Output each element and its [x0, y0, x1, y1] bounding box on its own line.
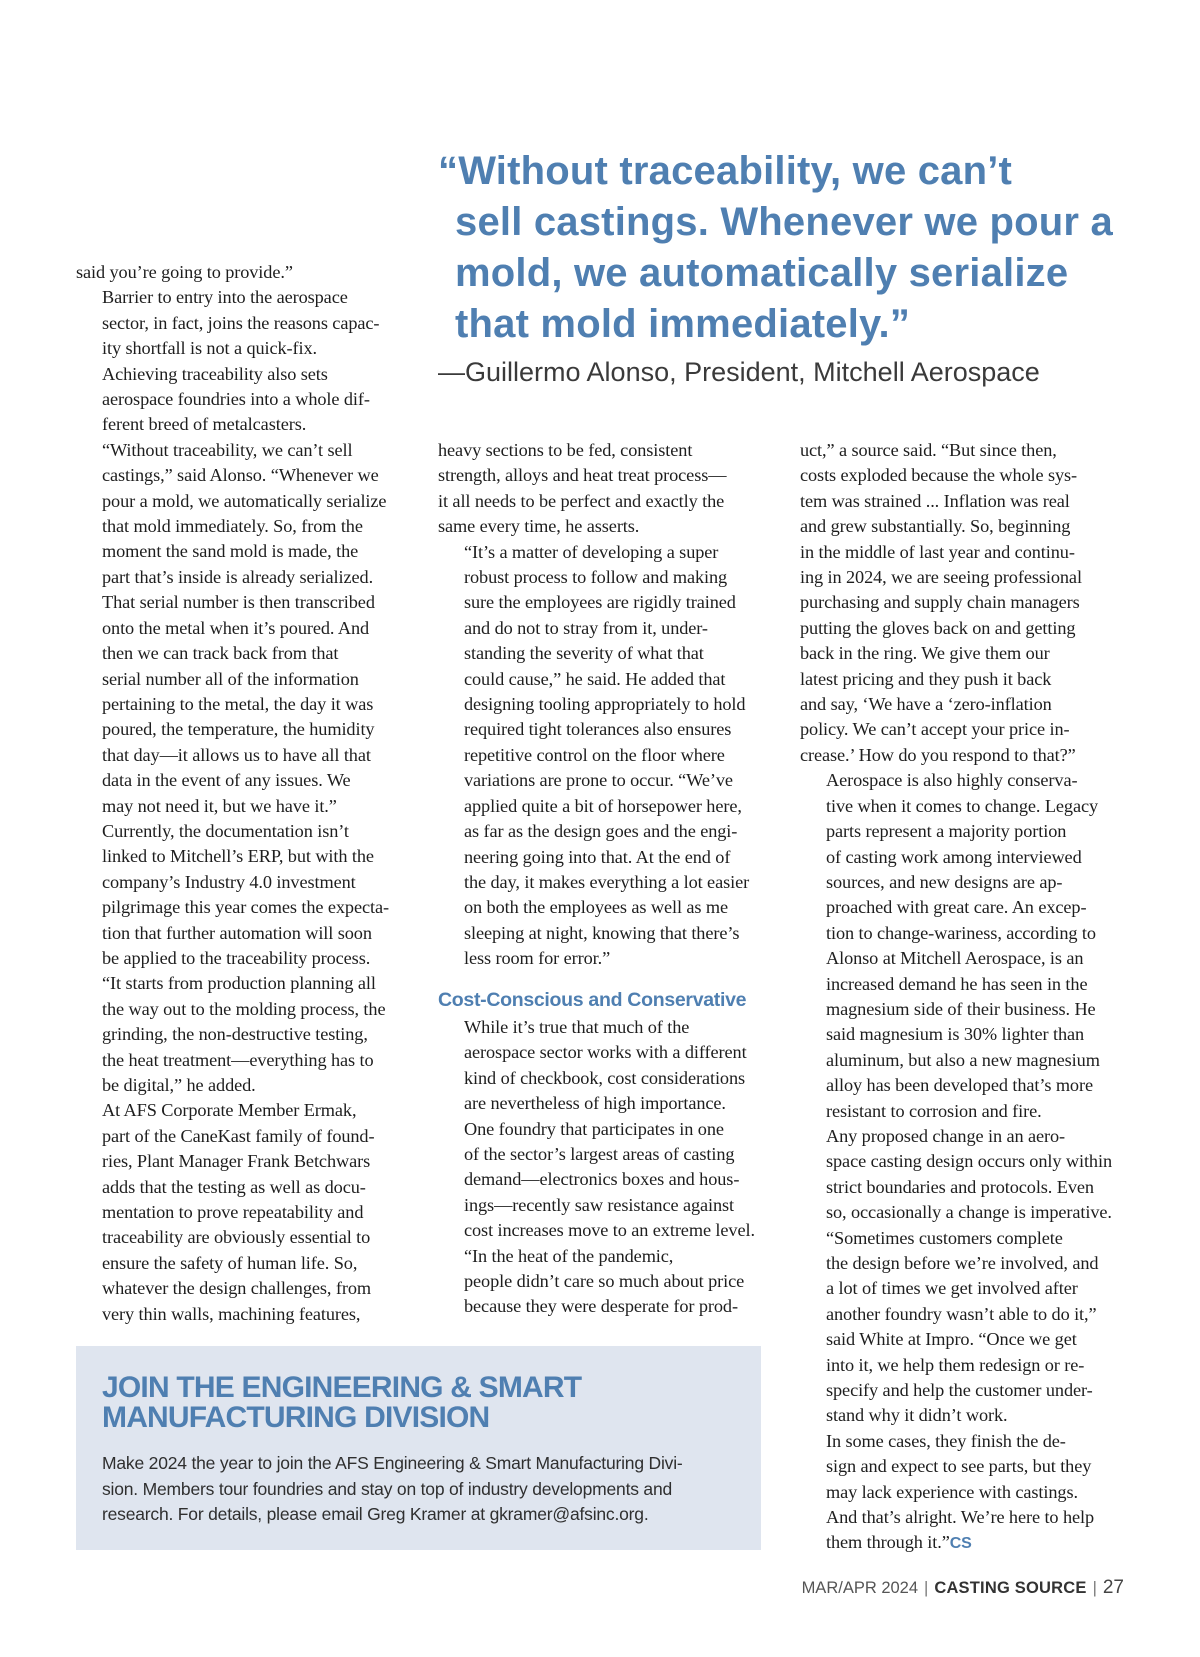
paragraph: [76, 285, 406, 361]
text-line: Aerospace is also highly conserva-: [826, 770, 1078, 791]
text-line: mentation to prove repeatability and: [102, 1202, 364, 1223]
text-line: the day, it makes everything a lot easier: [464, 871, 750, 892]
text-line: Any proposed change in an aero-: [826, 1125, 1066, 1146]
text-line: Achieving traceability also sets: [102, 363, 328, 384]
text-line: tem was strained ... Inflation was real: [800, 490, 1070, 511]
text-fragment: them through it.”: [826, 1532, 950, 1553]
text-line: said White at Impro. “Once we get: [826, 1329, 1077, 1350]
text-line: ferent breed of metalcasters.: [102, 414, 307, 435]
text-line: strength, alloys and heat treat process—: [438, 465, 727, 486]
text-line: aerospace foundries into a whole dif-: [102, 389, 370, 410]
text-line: may not need it, but we have it.”: [102, 795, 337, 816]
paragraph: [800, 1226, 1130, 1429]
text-line: Barrier to entry into the aerospace: [102, 287, 348, 308]
text-line: people didn’t care so much about price: [464, 1271, 745, 1291]
text-line: pour a mold, we automatically serialize: [102, 490, 387, 511]
text-line: ings—recently saw resistance against: [464, 1194, 735, 1215]
text-line: cost increases move to an extreme level.: [464, 1220, 755, 1241]
text-line: stand why it didn’t work.: [826, 1405, 1008, 1426]
pull-quote-line: mold, we automatically serialize: [455, 251, 1069, 295]
text-line: the way out to the molding process, the: [102, 998, 386, 1019]
text-line: designing tooling appropriately to hold: [464, 694, 746, 715]
text-line: the design before we’re involved, and: [826, 1253, 1099, 1273]
text-line: pilgrimage this year comes the expecta-: [102, 897, 389, 918]
text-line: resistant to corrosion and fire.: [826, 1100, 1042, 1121]
text-line: neering going into that. At the end of: [464, 846, 731, 867]
text-line: At AFS Corporate Member Ermak,: [102, 1100, 357, 1121]
text-line: said magnesium is 30% lighter than: [826, 1024, 1085, 1045]
text-line: castings,” said Alonso. “Whenever we: [102, 465, 379, 486]
text-line: said you’re going to provide.”: [76, 262, 293, 282]
paragraph: [76, 819, 406, 1098]
text-line: standing the severity of what that: [464, 643, 704, 664]
text-line: kind of checkbook, cost considerations: [464, 1067, 746, 1088]
text-line: increased demand he has seen in the: [826, 973, 1088, 994]
text-line: tive when it comes to change. Legacy: [826, 795, 1099, 816]
text-line: be applied to the traceability process.: [102, 947, 371, 968]
text-line: variations are prone to occur. “We’ve: [464, 770, 733, 791]
paragraph: [76, 362, 406, 438]
text-line: [800, 1530, 1130, 1556]
text-line: demand—electronics boxes and hous-: [464, 1169, 740, 1190]
text-line: in the middle of last year and continu-: [800, 541, 1075, 562]
text-line: Alonso at Mitchell Aerospace, is an: [826, 948, 1084, 969]
text-line: and say, ‘We have a ‘zero-inflation: [800, 694, 1052, 715]
paragraph: [800, 438, 1130, 768]
join-division-sidebar: [76, 1346, 761, 1550]
pull-quote-line: sell castings. Whenever we pour a: [455, 200, 1113, 244]
magazine-name: CASTING SOURCE: [934, 1579, 1087, 1597]
text-line: applied quite a bit of horsepower here,: [464, 795, 742, 816]
article-column-3: [800, 438, 1130, 1557]
section-subhead: Cost-Conscious and Conservative: [438, 988, 747, 1011]
text-line: then we can track back from that: [102, 643, 339, 664]
text-line: sources, and new designs are ap-: [826, 871, 1063, 892]
text-line: that mold immediately. So, from the: [102, 516, 363, 537]
paragraph: [76, 1098, 406, 1327]
paragraph: [76, 438, 406, 819]
text-line: ity shortfall is not a quick-fix.: [102, 338, 318, 359]
text-line: data in the event of any issues. We: [102, 770, 351, 791]
text-line: sure the employees are rigidly trained: [464, 592, 736, 613]
paragraph: [438, 438, 768, 540]
text-line: moment the sand mold is made, the: [102, 541, 359, 562]
text-line: linked to Mitchell’s ERP, but with the: [102, 846, 374, 867]
text-line: Currently, the documentation isn’t: [102, 820, 349, 841]
text-line: sign and expect to see parts, but they: [826, 1456, 1092, 1477]
sidebar-body-line: research. For details, please email Greg Kramer at gkramer@afsinc.org.: [102, 1504, 649, 1524]
text-line: One foundry that participates in one: [464, 1118, 724, 1139]
text-line: part that’s inside is already serialized.: [102, 566, 374, 587]
text-line: ing in 2024, we are seeing professional: [800, 567, 1082, 588]
sidebar-body: [102, 1451, 735, 1528]
text-line: company’s Industry 4.0 investment: [102, 871, 356, 892]
sidebar-title-line: JOIN THE ENGINEERING & SMART: [102, 1371, 582, 1404]
text-line: uct,” a source said. “But since then,: [800, 440, 1057, 460]
text-line: space casting design occurs only within: [826, 1151, 1112, 1172]
paragraph: [800, 1429, 1130, 1557]
text-line: less room for error.”: [464, 948, 611, 969]
text-line: back in the ring. We give them our: [800, 643, 1050, 664]
paragraph: [76, 260, 406, 285]
text-line: putting the gloves back on and getting: [800, 617, 1076, 638]
text-line: are nevertheless of high importance.: [464, 1093, 726, 1114]
text-line: alloy has been developed that’s more: [826, 1075, 1093, 1096]
paragraph: [800, 768, 1130, 1124]
text-line: part of the CaneKast family of found-: [102, 1125, 375, 1146]
sidebar-title-line: MANUFACTURING DIVISION: [102, 1401, 490, 1434]
text-line: And that’s alright. We’re here to help: [826, 1507, 1095, 1528]
text-line: could cause,” he said. He added that: [464, 668, 726, 689]
text-line: and grew substantially. So, beginning: [800, 516, 1071, 537]
text-line: “It starts from production planning all: [102, 973, 376, 994]
end-of-article-mark: CS: [949, 1535, 972, 1553]
text-line: whatever the design challenges, from: [102, 1278, 371, 1299]
pull-quote-line: that mold immediately.”: [455, 302, 911, 346]
text-line: so, occasionally a change is imperative.: [826, 1202, 1112, 1223]
text-line: purchasing and supply chain managers: [800, 592, 1080, 613]
text-line: latest pricing and they push it back: [800, 668, 1052, 689]
text-line: as far as the design goes and the engi-: [464, 821, 738, 842]
text-line: magnesium side of their business. He: [826, 998, 1096, 1019]
text-line: traceability are obviously essential to: [102, 1227, 371, 1248]
text-line: of casting work among interviewed: [826, 846, 1082, 867]
text-line: repetitive control on the floor where: [464, 744, 725, 765]
sidebar-title: [102, 1373, 735, 1433]
text-line: poured, the temperature, the humidity: [102, 719, 375, 740]
paragraph: [438, 1015, 768, 1244]
paragraph: [438, 1244, 768, 1320]
text-line: serial number all of the information: [102, 668, 359, 689]
text-line: costs exploded because the whole sys-: [800, 465, 1078, 486]
text-line: the heat treatment—everything has to: [102, 1049, 374, 1070]
text-line: a lot of times we get involved after: [826, 1278, 1078, 1299]
pull-quote-attribution: —Guillermo Alonso, President, Mitchell Aerospace: [438, 357, 1040, 387]
text-line: sector, in fact, joins the reasons capac-: [102, 312, 380, 333]
text-line: sleeping at night, knowing that there’s: [464, 922, 740, 943]
page-number: 27: [1102, 1577, 1124, 1598]
text-line: it all needs to be perfect and exactly the: [438, 490, 725, 511]
article-column-1: [76, 260, 406, 1327]
text-line: While it’s true that much of the: [464, 1016, 690, 1037]
text-line: into it, we help them redesign or re-: [826, 1354, 1085, 1375]
text-line: pertaining to the metal, the day it was: [102, 693, 374, 714]
sidebar-body-line: sion. Members tour foundries and stay on top of industry developments and: [102, 1478, 673, 1499]
text-line: adds that the testing as well as docu-: [102, 1176, 366, 1197]
text-line: onto the metal when it’s poured. And: [102, 617, 370, 638]
pull-quote-line: “Without traceability, we can’t: [438, 149, 1013, 193]
text-line: on both the employees as well as me: [464, 897, 729, 918]
text-line: strict boundaries and protocols. Even: [826, 1176, 1094, 1197]
text-line: may lack experience with castings.: [826, 1481, 1078, 1502]
article-column-2: [438, 438, 768, 1320]
text-line: “Sometimes customers complete: [826, 1227, 1063, 1248]
text-line: parts represent a majority portion: [826, 821, 1067, 842]
text-line: “Without traceability, we can’t sell: [102, 439, 353, 460]
text-line: ries, Plant Manager Frank Betchwars: [102, 1151, 371, 1172]
text-line: same every time, he asserts.: [438, 516, 640, 537]
text-line: another foundry wasn’t able to do it,”: [826, 1303, 1097, 1324]
sidebar-body-line: Make 2024 the year to join the AFS Engineering & Smart Manufacturing Divi-: [102, 1453, 683, 1473]
text-line: because they were desperate for prod-: [464, 1296, 738, 1317]
text-line: proached with great care. An excep-: [826, 897, 1087, 918]
text-line: heavy sections to be fed, consistent: [438, 440, 693, 460]
text-line: aerospace sector works with a different: [464, 1042, 747, 1063]
text-line: “It’s a matter of developing a super: [464, 541, 719, 562]
text-line: crease.’ How do you respond to that?”: [800, 744, 1076, 765]
text-line: tion to change-wariness, according to: [826, 922, 1096, 943]
text-line: grinding, the non-destructive testing,: [102, 1024, 368, 1045]
text-line: of the sector’s largest areas of casting: [464, 1143, 735, 1164]
text-line: tion that further automation will soon: [102, 922, 372, 943]
text-line: and do not to stray from it, under-: [464, 617, 708, 638]
text-line: robust process to follow and making: [464, 567, 728, 588]
text-line: very thin walls, machining features,: [102, 1303, 361, 1324]
text-line: In some cases, they finish the de-: [826, 1430, 1066, 1451]
paragraph: [438, 540, 768, 972]
text-line: specify and help the customer under-: [826, 1380, 1093, 1401]
text-line: That serial number is then transcribed: [102, 592, 375, 613]
page-footer: [802, 1577, 1124, 1599]
text-line: “In the heat of the pandemic,: [464, 1245, 674, 1266]
paragraph: [800, 1124, 1130, 1226]
text-line: aluminum, but also a new magnesium: [826, 1049, 1100, 1070]
text-line: be digital,” he added.: [102, 1075, 256, 1095]
text-line: that day—it allows us to have all that: [102, 744, 371, 765]
text-line: required tight tolerances also ensures: [464, 719, 732, 740]
issue-date: MAR/APR 2024: [801, 1579, 919, 1597]
footer-separator: |: [1092, 1579, 1097, 1597]
footer-separator: |: [924, 1579, 929, 1597]
text-line: policy. We can’t accept your price in-: [800, 719, 1070, 740]
text-line: ensure the safety of human life. So,: [102, 1252, 358, 1273]
pull-quote: [438, 146, 1158, 350]
